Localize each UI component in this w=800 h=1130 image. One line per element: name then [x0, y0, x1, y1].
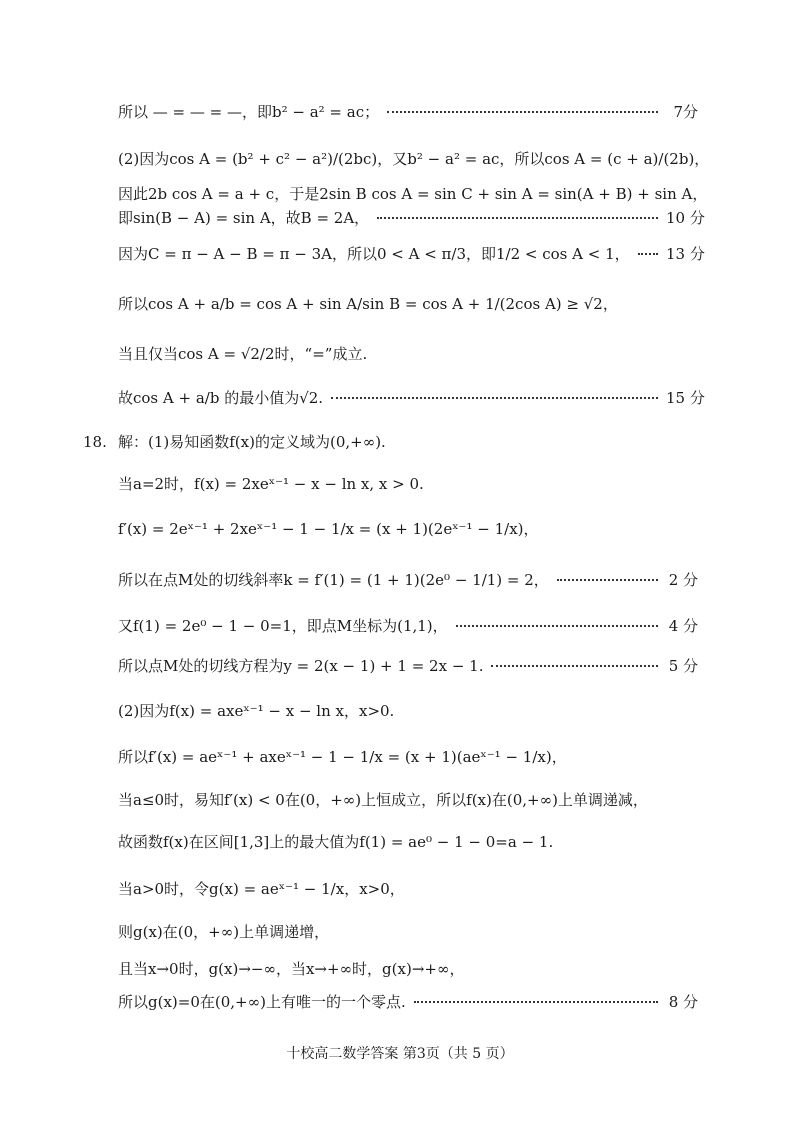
answer-line: 所以点M处的切线方程为y = 2(x − 1) + 1 = 2x − 1. 5 分 [118, 656, 698, 675]
score-mark: 13 分 [666, 244, 705, 263]
score-mark: 15 分 [666, 388, 705, 407]
answer-line: 即sin(B − A) = sin A，故B = 2A， 10 分 [118, 208, 705, 227]
leader-dots [331, 395, 658, 399]
answer-line: 解：(1)易知函数f(x)的定义域为(0,+∞). [118, 432, 386, 451]
score-mark: 7分 [673, 102, 698, 121]
answer-line: 且当x→0时，g(x)→−∞，当x→+∞时，g(x)→+∞， [118, 959, 465, 978]
answer-text: 所以 — = — = —，即b² − a² = ac； [118, 102, 380, 121]
leader-dots [414, 999, 658, 1003]
answer-line: 故函数f(x)在区间[1,3]上的最大值为f(1) = ae⁰ − 1 − 0=a − 1. [118, 832, 554, 851]
score-mark: 2 分 [668, 570, 698, 589]
question-number: 18. [83, 433, 107, 451]
leader-dots [456, 623, 658, 627]
answer-line: 因此2b cos A = a + c，于是2sin B cos A = sin C + sin A = sin(A + B) + sin A， [118, 184, 708, 203]
answer-line: 又f(1) = 2e⁰ − 1 − 0=1，即点M坐标为(1,1)， 4 分 [118, 616, 698, 635]
score-mark: 5 分 [668, 656, 698, 675]
answer-line: f′(x) = 2eˣ⁻¹ + 2xeˣ⁻¹ − 1 − 1/x = (x + 1)(2eˣ⁻¹ − 1/x)， [118, 519, 539, 538]
score-mark: 8 分 [668, 992, 698, 1011]
leader-dots [638, 251, 658, 255]
leader-dots [377, 215, 658, 219]
answer-line: 所以cos A + a/b = cos A + sin A/sin B = cos A + 1/(2cos A) ≥ √2， [118, 294, 618, 313]
answer-line: 因为C = π − A − B = π − 3A，所以0 < A < π/3，即1/2 < cos A < 1， 13 分 [118, 244, 705, 263]
answer-line: 当a>0时，令g(x) = aeˣ⁻¹ − 1/x，x>0， [118, 879, 405, 898]
answer-line: 所以f′(x) = aeˣ⁻¹ + axeˣ⁻¹ − 1 − 1/x = (x + 1)(aeˣ⁻¹ − 1/x)， [118, 747, 567, 766]
answer-line: 当a≤0时，易知f′(x) < 0在(0，+∞)上恒成立，所以f(x)在(0,+∞)上单调递减， [118, 790, 648, 809]
answer-line: 故cos A + a/b 的最小值为√2. 15 分 [118, 388, 705, 407]
answer-line: 当a=2时，f(x) = 2xeˣ⁻¹ − x − ln x, x > 0. [118, 474, 424, 493]
answer-line: 当且仅当cos A = √2/2时，“=”成立. [118, 344, 368, 363]
score-mark: 4 分 [668, 616, 698, 635]
score-mark: 10 分 [666, 208, 705, 227]
page-footer: 十校高二数学答案 第3页（共 5 页） [286, 1046, 514, 1062]
leader-dots [491, 663, 658, 667]
answer-line: 所以在点M处的切线斜率k = f′(1) = (1 + 1)(2e⁰ − 1/1) = 2， 2 分 [118, 570, 698, 589]
answer-line-cut [118, 98, 698, 124]
answer-line: (2)因为cos A = (b² + c² − a²)/(2bc)，又b² − a² = ac，所以cos A = (c + a)/(2b)， [118, 149, 710, 168]
leader-dots [387, 109, 658, 113]
answer-line: (2)因为f(x) = axeˣ⁻¹ − x − ln x，x>0. [118, 701, 395, 720]
leader-dots [557, 577, 658, 581]
answer-line: 则g(x)在(0，+∞)上单调递增， [118, 922, 330, 941]
answer-line: 所以g(x)=0在(0,+∞)上有唯一的一个零点. 8 分 [118, 992, 698, 1011]
